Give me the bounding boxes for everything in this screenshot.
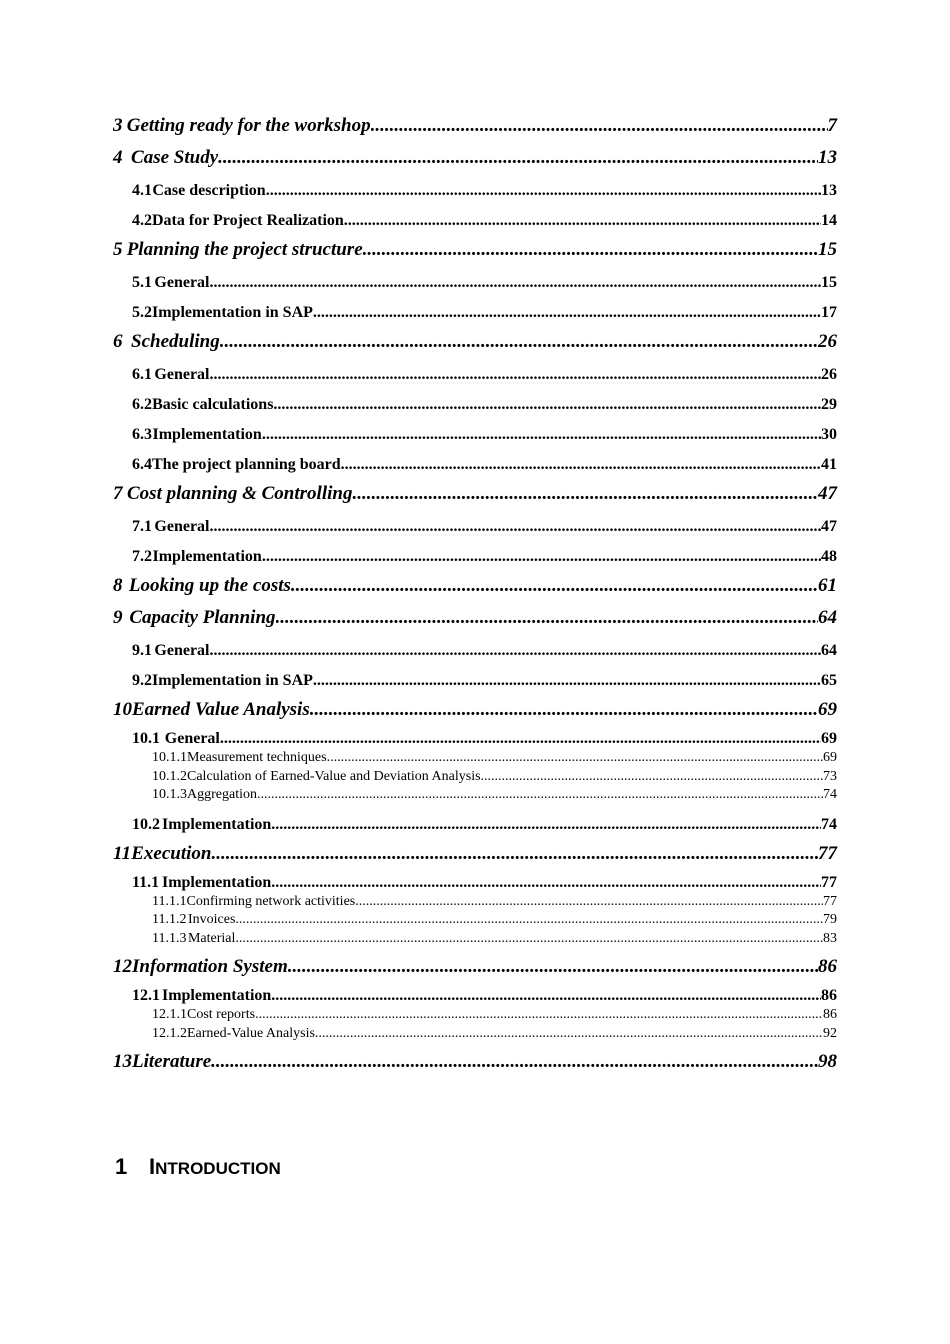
toc-title: Implementation in SAP xyxy=(152,672,313,689)
toc-leader-dots xyxy=(220,329,818,355)
toc-leader-dots xyxy=(211,1049,818,1075)
toc-entry-10-2[interactable] xyxy=(113,814,837,835)
toc-page-number: 69 xyxy=(818,699,837,720)
toc-title: Implementation xyxy=(152,426,262,443)
toc-title: Data for Project Realization xyxy=(152,212,344,229)
toc-page-number: 47 xyxy=(818,483,837,504)
toc-number: 9 xyxy=(113,607,123,628)
toc-title: Basic calculations xyxy=(152,396,274,413)
toc-page-number: 69 xyxy=(821,730,837,747)
toc-number: 6 xyxy=(113,331,123,352)
toc-leader-dots xyxy=(271,814,821,835)
toc-page-number: 15 xyxy=(818,239,837,260)
toc-title: General xyxy=(164,730,220,747)
toc-title: Case Study xyxy=(131,147,219,168)
toc-title: General xyxy=(154,518,210,535)
toc-number: 12.1.1 xyxy=(152,1007,187,1022)
toc-number: 4 xyxy=(113,147,123,168)
toc-page-number: 14 xyxy=(821,212,837,229)
toc-entry-12[interactable] xyxy=(113,953,837,985)
toc-number: 3 xyxy=(113,115,123,136)
toc-title: General xyxy=(154,274,210,291)
toc-number: 5 xyxy=(113,239,123,260)
toc-entry-3[interactable] xyxy=(113,112,837,144)
toc-title: Implementation in SAP xyxy=(152,304,313,321)
toc-entry-10-1[interactable] xyxy=(113,728,837,749)
toc-number: 10.2 xyxy=(132,815,160,833)
toc-leader-dots xyxy=(262,542,821,572)
toc-entry-6-1[interactable] xyxy=(113,360,837,390)
toc-page-number: 77 xyxy=(821,873,837,891)
section-heading-introduction xyxy=(115,1153,281,1183)
toc-page-number: 13 xyxy=(818,147,837,168)
toc-number: 12.1 xyxy=(132,987,160,1004)
toc-page-number: 30 xyxy=(821,426,837,443)
toc-page-number: 41 xyxy=(821,456,837,473)
toc-number: 9.2 xyxy=(132,672,152,689)
toc-entry-10-1-3[interactable] xyxy=(113,786,837,805)
toc-number: 10.1.2 xyxy=(152,768,187,784)
toc-leader-dots xyxy=(276,605,818,631)
toc-entry-6-2[interactable] xyxy=(113,390,837,420)
toc-leader-dots xyxy=(363,237,818,263)
toc-title: General xyxy=(154,642,210,659)
toc-page-number: 92 xyxy=(823,1025,837,1041)
toc-number: 6.4 xyxy=(132,456,152,473)
toc-page-number: 64 xyxy=(821,642,837,659)
toc-number: 5.2 xyxy=(132,304,152,321)
toc-title: Literature xyxy=(132,1051,212,1072)
toc-leader-dots xyxy=(218,145,818,171)
toc-leader-dots xyxy=(266,176,821,206)
toc-leader-dots xyxy=(315,1025,823,1044)
toc-title: Aggregation xyxy=(187,787,257,802)
toc-title: Cost planning & Controlling xyxy=(127,483,353,504)
toc-entry-9[interactable] xyxy=(113,604,837,636)
toc-leader-dots xyxy=(291,573,818,599)
toc-page-number: 86 xyxy=(823,1007,837,1022)
toc-number: 9.1 xyxy=(132,642,152,659)
toc-entry-6-3[interactable] xyxy=(113,420,837,450)
toc-leader-dots xyxy=(352,481,818,507)
toc-page-number: 86 xyxy=(821,987,837,1004)
toc-leader-dots xyxy=(371,113,828,139)
toc-title: General xyxy=(154,366,210,383)
toc-title: Capacity Planning xyxy=(129,607,276,628)
heading-number: 1 xyxy=(115,1154,128,1179)
toc-entry-4-1[interactable] xyxy=(113,176,837,206)
toc-entry-9-2[interactable] xyxy=(113,666,837,696)
toc-entry-11-1[interactable] xyxy=(113,872,837,893)
toc-number: 12.1.2 xyxy=(152,1025,187,1041)
toc-leader-dots xyxy=(235,930,823,949)
toc-leader-dots xyxy=(210,268,822,298)
toc-page-number: 77 xyxy=(818,842,837,864)
toc-page-number: 17 xyxy=(821,304,837,321)
toc-page-number: 13 xyxy=(821,182,837,199)
toc-number: 10 xyxy=(113,699,132,720)
toc-entry-8[interactable] xyxy=(113,572,837,604)
heading-title-rest: NTRODUCTION xyxy=(155,1159,281,1178)
toc-number: 4.2 xyxy=(132,212,152,229)
toc-title: Implementation xyxy=(152,548,262,565)
toc-page-number: 7 xyxy=(827,115,837,136)
toc-leader-dots xyxy=(288,954,818,980)
toc-entry-13[interactable] xyxy=(113,1048,837,1080)
toc-leader-dots xyxy=(210,636,822,666)
toc-title: Scheduling xyxy=(131,331,220,352)
toc-entry-11-1-3[interactable] xyxy=(113,930,837,949)
toc-leader-dots xyxy=(220,728,821,749)
toc-number: 10.1.3 xyxy=(152,787,187,802)
toc-number: 6.2 xyxy=(132,396,152,413)
toc-number: 11.1 xyxy=(132,873,160,891)
toc-entry-5-1[interactable] xyxy=(113,268,837,298)
toc-entry-11[interactable] xyxy=(113,840,837,872)
toc-number: 12 xyxy=(113,956,132,977)
toc-leader-dots xyxy=(262,420,821,450)
toc-entry-4[interactable] xyxy=(113,144,837,176)
toc-title: Earned-Value Analysis xyxy=(187,1025,315,1041)
toc-title: Measurement techniques xyxy=(187,750,327,765)
toc-leader-dots xyxy=(327,749,823,768)
toc-number: 11 xyxy=(113,842,131,864)
toc-number: 6.1 xyxy=(132,366,152,383)
toc-entry-12-1-2[interactable] xyxy=(113,1025,837,1044)
toc-title: Information System xyxy=(132,956,288,977)
toc-title: The project planning board xyxy=(152,456,341,473)
toc-leader-dots xyxy=(210,360,822,390)
toc-number: 10.1.1 xyxy=(152,750,187,765)
toc-title: Material xyxy=(187,930,236,946)
toc-page-number: 48 xyxy=(821,548,837,565)
toc-title: Cost reports xyxy=(187,1007,256,1022)
toc-page-number: 26 xyxy=(821,366,837,383)
toc-number: 11.1.2 xyxy=(152,912,187,927)
toc-page-number: 86 xyxy=(818,956,837,977)
toc-number: 7.1 xyxy=(132,518,152,535)
toc-page-number: 69 xyxy=(823,750,837,765)
toc-number: 10.1 xyxy=(132,730,160,747)
toc-title: Execution xyxy=(131,842,212,864)
toc-entry-6[interactable] xyxy=(113,328,837,360)
toc-entry-11-1-1[interactable] xyxy=(113,893,837,912)
toc-page-number: 73 xyxy=(823,768,837,784)
toc-title: Implementation xyxy=(161,987,272,1004)
toc-number: 8 xyxy=(113,575,123,596)
toc-number: 6.3 xyxy=(132,426,152,443)
toc-entry-7[interactable] xyxy=(113,480,837,512)
toc-leader-dots xyxy=(481,768,823,787)
toc-entry-9-1[interactable] xyxy=(113,636,837,666)
toc-title: Implementation xyxy=(161,873,272,891)
toc-number: 13 xyxy=(113,1051,132,1072)
toc-number: 11.1.3 xyxy=(152,930,187,946)
toc-page-number: 61 xyxy=(818,575,837,596)
toc-title: Earned Value Analysis xyxy=(132,699,310,720)
toc-entry-5-2[interactable] xyxy=(113,298,837,328)
toc-entry-7-1[interactable] xyxy=(113,512,837,542)
toc-leader-dots xyxy=(235,911,823,930)
toc-page-number: 29 xyxy=(821,396,837,413)
toc-page-number: 98 xyxy=(818,1051,837,1072)
toc-page-number: 74 xyxy=(821,815,837,833)
toc-title: Planning the project structure xyxy=(126,239,363,260)
toc-leader-dots xyxy=(344,206,821,236)
toc-page-number: 79 xyxy=(823,912,837,927)
toc-page-number: 47 xyxy=(821,518,837,535)
heading-title-initial: I xyxy=(149,1154,156,1179)
toc-leader-dots xyxy=(210,512,822,542)
toc-entry-12-1[interactable] xyxy=(113,985,837,1006)
table-of-contents xyxy=(113,112,837,1080)
toc-page-number: 65 xyxy=(821,672,837,689)
toc-leader-dots xyxy=(271,985,821,1006)
toc-number: 7.2 xyxy=(132,548,152,565)
toc-page-number: 74 xyxy=(823,787,837,802)
toc-page-number: 83 xyxy=(823,930,837,946)
toc-entry-6-4[interactable] xyxy=(113,450,837,480)
toc-entry-10-1-1[interactable] xyxy=(113,749,837,768)
toc-number: 4.1 xyxy=(132,182,152,199)
toc-number: 7 xyxy=(113,483,123,504)
toc-entry-4-2[interactable] xyxy=(113,206,837,236)
toc-entry-10[interactable] xyxy=(113,696,837,728)
toc-number: 11.1.1 xyxy=(152,893,187,909)
toc-leader-dots xyxy=(271,872,821,893)
toc-entry-11-1-2[interactable] xyxy=(113,911,837,930)
toc-title: Case description xyxy=(152,182,266,199)
toc-title: Calculation of Earned-Value and Deviation Analysis xyxy=(187,768,481,784)
toc-entry-7-2[interactable] xyxy=(113,542,837,572)
toc-number: 5.1 xyxy=(132,274,152,291)
toc-leader-dots xyxy=(313,298,821,328)
toc-leader-dots xyxy=(310,697,818,723)
toc-leader-dots xyxy=(273,390,821,420)
toc-title: Looking up the costs xyxy=(128,575,291,596)
toc-entry-5[interactable] xyxy=(113,236,837,268)
toc-leader-dots xyxy=(355,893,823,912)
toc-entry-10-1-2[interactable] xyxy=(113,768,837,787)
toc-leader-dots xyxy=(341,450,821,480)
toc-entry-12-1-1[interactable] xyxy=(113,1006,837,1025)
toc-page-number: 77 xyxy=(823,893,837,909)
toc-leader-dots xyxy=(255,1006,823,1025)
toc-page-number: 15 xyxy=(821,274,837,291)
toc-leader-dots xyxy=(257,786,823,805)
toc-title: Invoices xyxy=(187,912,236,927)
toc-page-number: 26 xyxy=(818,331,837,352)
toc-leader-dots xyxy=(211,841,818,867)
toc-title: Confirming network activities xyxy=(186,893,356,909)
toc-title: Implementation xyxy=(161,815,272,833)
toc-leader-dots xyxy=(313,666,821,696)
toc-title: Getting ready for the workshop xyxy=(126,115,371,136)
toc-page-number: 64 xyxy=(818,607,837,628)
